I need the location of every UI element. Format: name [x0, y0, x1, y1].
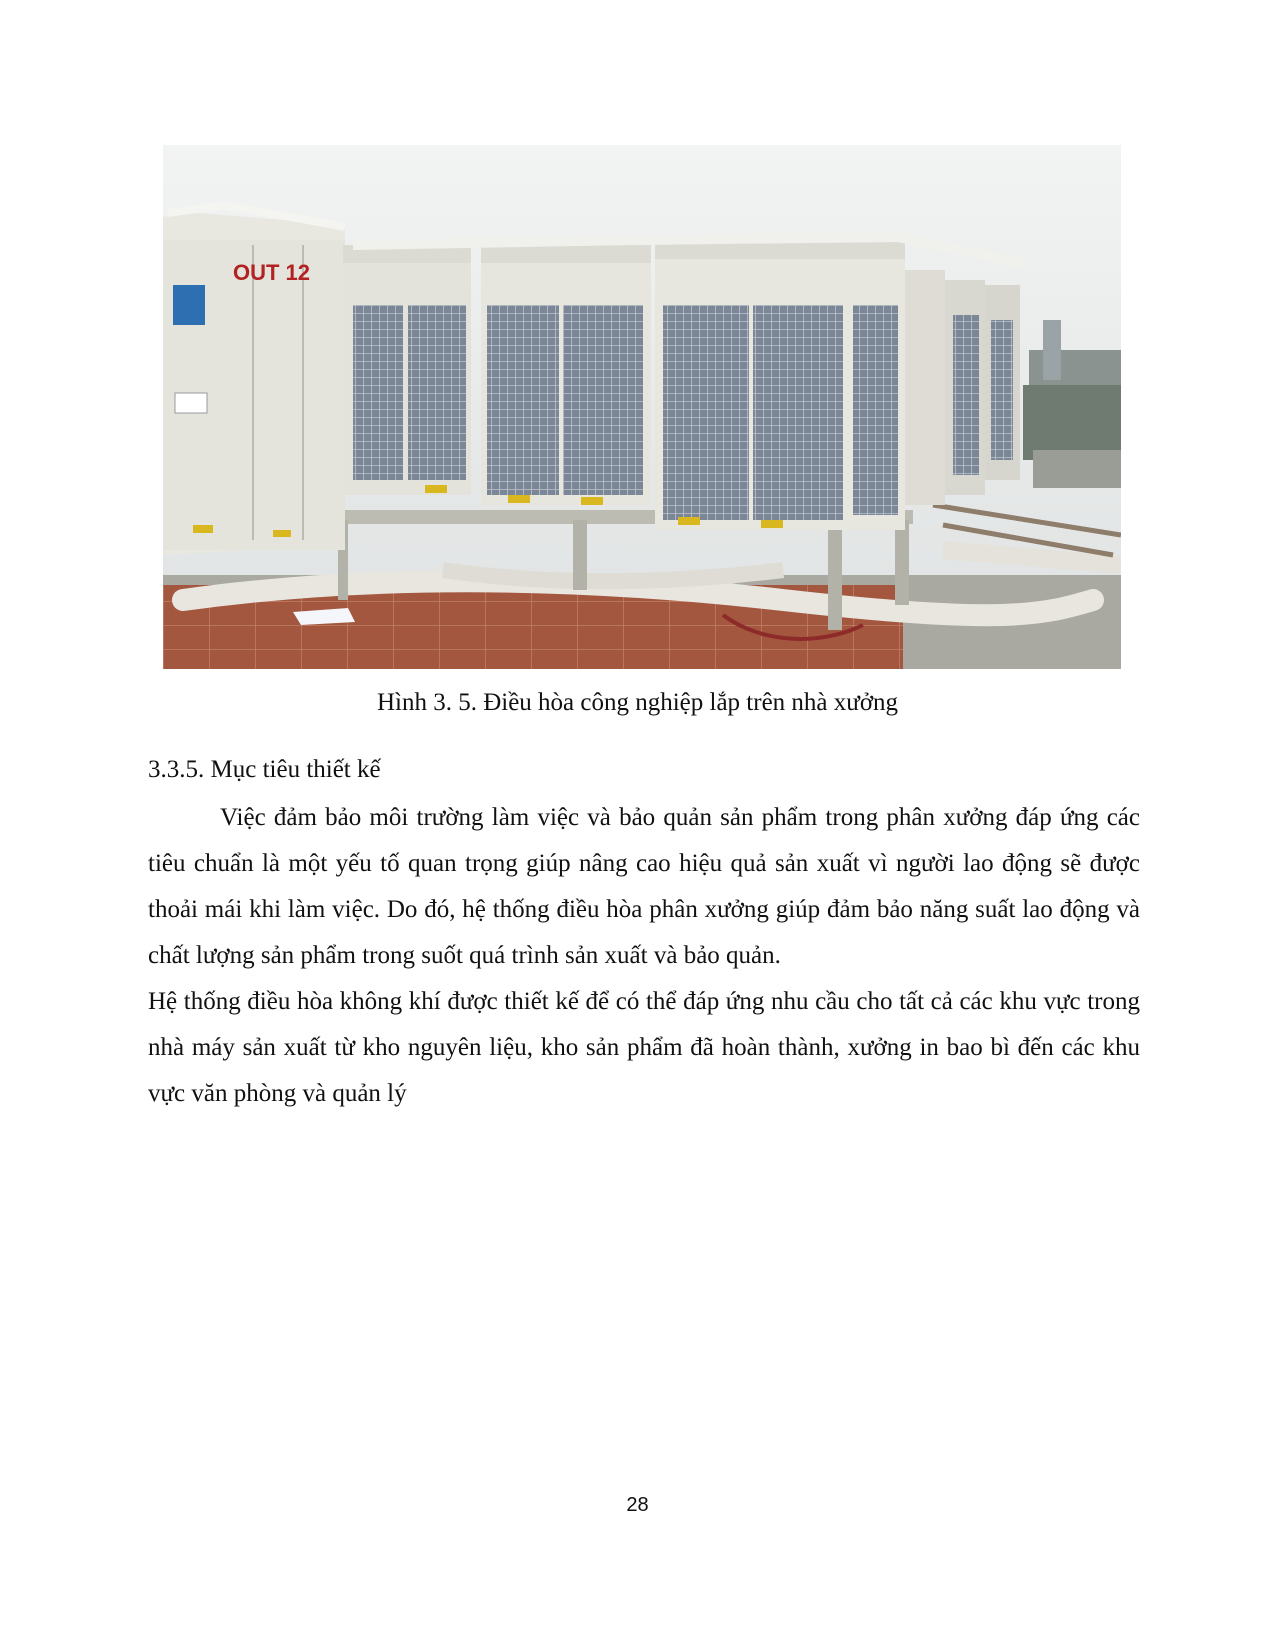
section-heading: 3.3.5. Mục tiêu thiết kế	[148, 756, 381, 783]
paragraph: Hệ thống điều hòa không khí được thiết kế để có thể đáp ứng nhu cầu cho tất cả các khu vực trong nhà máy sản xuất từ kho nguyên liệu, kho sản phẩm đã hoàn thành, xưởng in bao bì đến các khu vực văn phòng và quản lý	[148, 988, 1140, 1107]
page-number: 28	[626, 1494, 649, 1516]
unit-label-text: OUT 12	[233, 260, 311, 285]
figure-caption: Hình 3. 5. Điều hòa công nghiệp lắp trên nhà xưởng	[376, 689, 899, 716]
rooftop-ac-photo	[163, 145, 1121, 669]
section-body	[148, 795, 1140, 1117]
paragraph: Việc đảm bảo môi trường làm việc và bảo quản sản phẩm trong phân xưởng đáp ứng các tiêu chuẩn là một yếu tố quan trọng giúp nâng cao hiệu quả sản xuất vì người lao động sẽ được thoải mái khi làm việc. Do đó, hệ thống điều hòa phân xưởng giúp đảm bảo năng suất lao động và chất lượng sản phẩm trong suốt quá trình sản xuất và bảo quản.	[148, 804, 1140, 969]
